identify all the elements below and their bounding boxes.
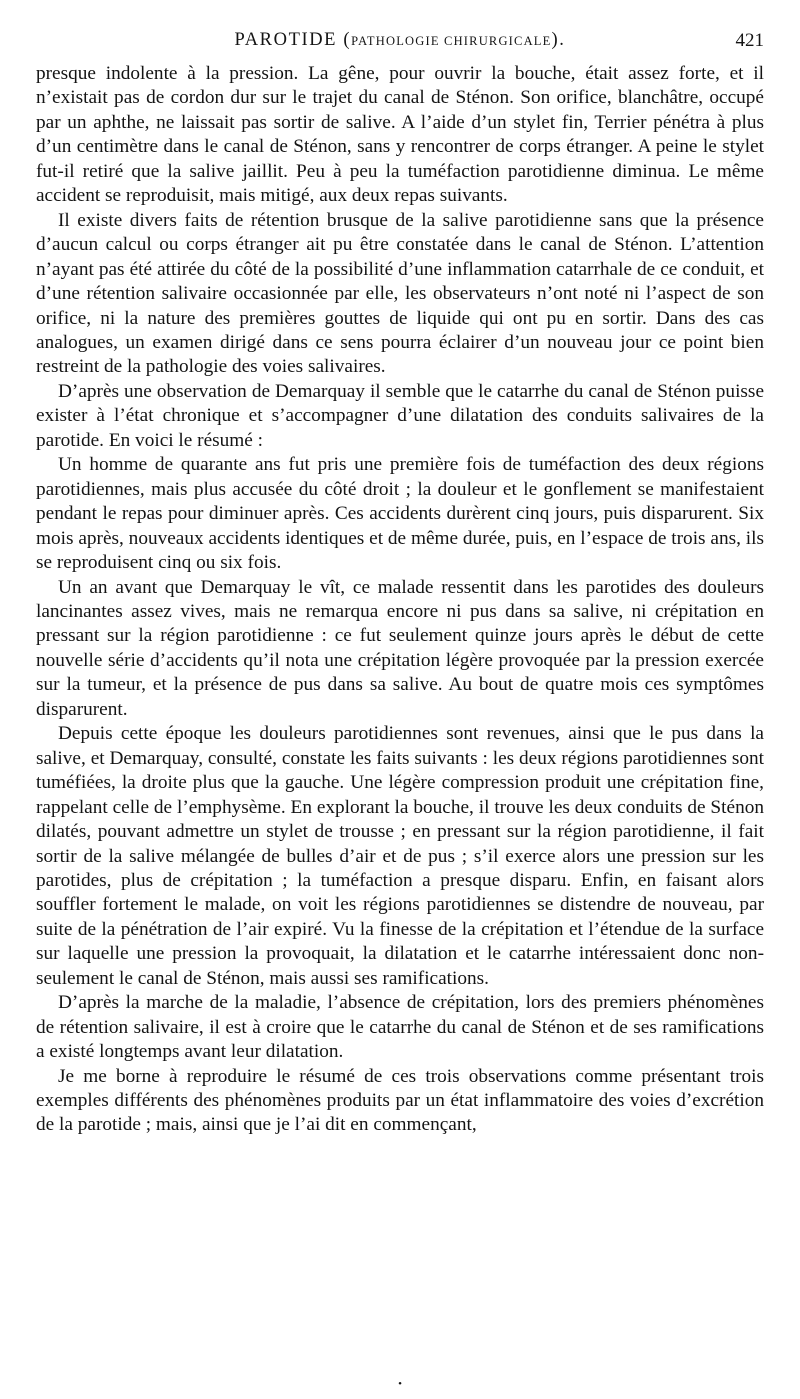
paragraph-7: D’après la marche de la maladie, l’absence de crépitation, lors des premiers phénomènes de rétention salivaire, il est à croire que le catarrhe du canal de Sténon et de ses ramifications a existé longtemps avant leur dilatation. bbox=[36, 992, 764, 1063]
page-number: 421 bbox=[735, 30, 764, 51]
header-title bbox=[36, 30, 764, 51]
paragraph-8: Je me borne à reproduire le résumé de ces trois observations comme présentant trois exemples différents des phénomènes produits par un état inflammatoire des voies d’excrétion de la parotide ; mais, ainsi que je l’ai dit en commençant, bbox=[36, 1065, 764, 1136]
header-title-end: ). bbox=[551, 30, 566, 50]
paragraph-3: D’après une observation de Demarquay il semble que le catarrhe du canal de Sténon puisse exister à l’état chronique et s’accompagner d’une dilatation des conduits salivaires de la parotide. En voici le résumé : bbox=[36, 380, 764, 451]
running-header bbox=[36, 30, 764, 54]
paragraph-2: Il existe divers faits de rétention brusque de la salive parotidienne sans que la présence d’aucun calcul ou corps étranger ait pu être constatée dans le canal de Sténon. L’attention n’ayant pas été attirée du côté de la possibilité d’une inflammation catarrhale de ce conduit, et d’une rétention salivaire occasionnée par elle, les observateurs n’ont noté ni l’aspect de son orifice, ni la nature des premières gouttes de liquide qui ont pu en sortir. Dans des cas analogues, un examen dirigé dans ce sens pourra éclairer d’un nouveau jour ce point bien restreint de la pathologie des voies salivaires. bbox=[36, 209, 764, 378]
header-title-main: PAROTIDE ( bbox=[234, 30, 352, 50]
paragraph-1: presque indolente à la pression. La gêne, pour ouvrir la bouche, était assez forte, et il n’existait pas de cordon dur sur le trajet du canal de Sténon. Son orifice, blanchâtre, occupé par un aphthe, ne laissait pas sortir de salive. A l’aide d’un stylet fin, Terrier pénétra à plus d’un centimètre dans le canal de Sténon, sans y rencontrer de corps étranger. A peine le stylet fut-il retiré que la salive jaillit. Peu à peu la tuméfaction parotidienne diminua. Le même accident se reproduisit, mais mitigé, aux deux repas suivants. bbox=[36, 63, 764, 207]
body-text bbox=[36, 62, 764, 1138]
paragraph-6: Depuis cette époque les douleurs parotidiennes sont revenues, ainsi que le pus dans la salive, et Demarquay, consulté, constate les faits suivants : les deux régions parotidiennes sont tuméfiées, la droite plus que la gauche. Une légère compression produit une crépitation fine, rappelant celle de l’emphysème. En explorant la bouche, il trouve les deux conduits de Sténon dilatés, pouvant admettre un stylet de trousse ; en pressant sur la région parotidienne, il fait sortir de la salive mélangée de bulles d’air et de pus ; s’il exerce alors une pression sur les parotides, plus de crépitation ; la tuméfaction a presque disparu. Enfin, en faisant alors souffler fortement le malade, on voit les régions parotidiennes se distendre de nouveau, par suite de la pénétration de l’air expiré. Vu la finesse de la crépitation et l’étendue de la surface sur laquelle une pression la provoquait, la dilatation et le catarrhe intéressaient donc non-seulement le canal de Sténon, mais aussi ses ramifications. bbox=[36, 723, 764, 989]
header-title-subject: PATHOLOGIE CHIRURGICALE bbox=[351, 34, 552, 48]
paragraph-5: Un an avant que Demarquay le vît, ce malade ressentit dans les parotides des douleurs lancinantes assez vives, mais ne remarqua encore ni pus dans sa salive, ni crépitation en pressant sur la région parotidienne : ce fut seulement quinze jours après le début de cette nouvelle série d’accidents qu’il nota une crépitation légère provoquée par la pression exercée sur la tumeur, et la présence de pus dans sa salive. Au bout de quatre mois ces symptômes disparurent. bbox=[36, 576, 764, 720]
footer-mark: • bbox=[398, 1378, 402, 1390]
paragraph-4: Un homme de quarante ans fut pris une première fois de tuméfaction des deux régions parotidiennes, mais plus accusée du côté droit ; la douleur et le gonflement se manifestaient pendant le repas pour diminuer après. Ces accidents durèrent cinq jours, puis disparurent. Six mois après, nouveaux accidents identiques et de même durée, puis, en l’espace de trois ans, ils se reproduisent cinq ou six fois. bbox=[36, 454, 764, 574]
